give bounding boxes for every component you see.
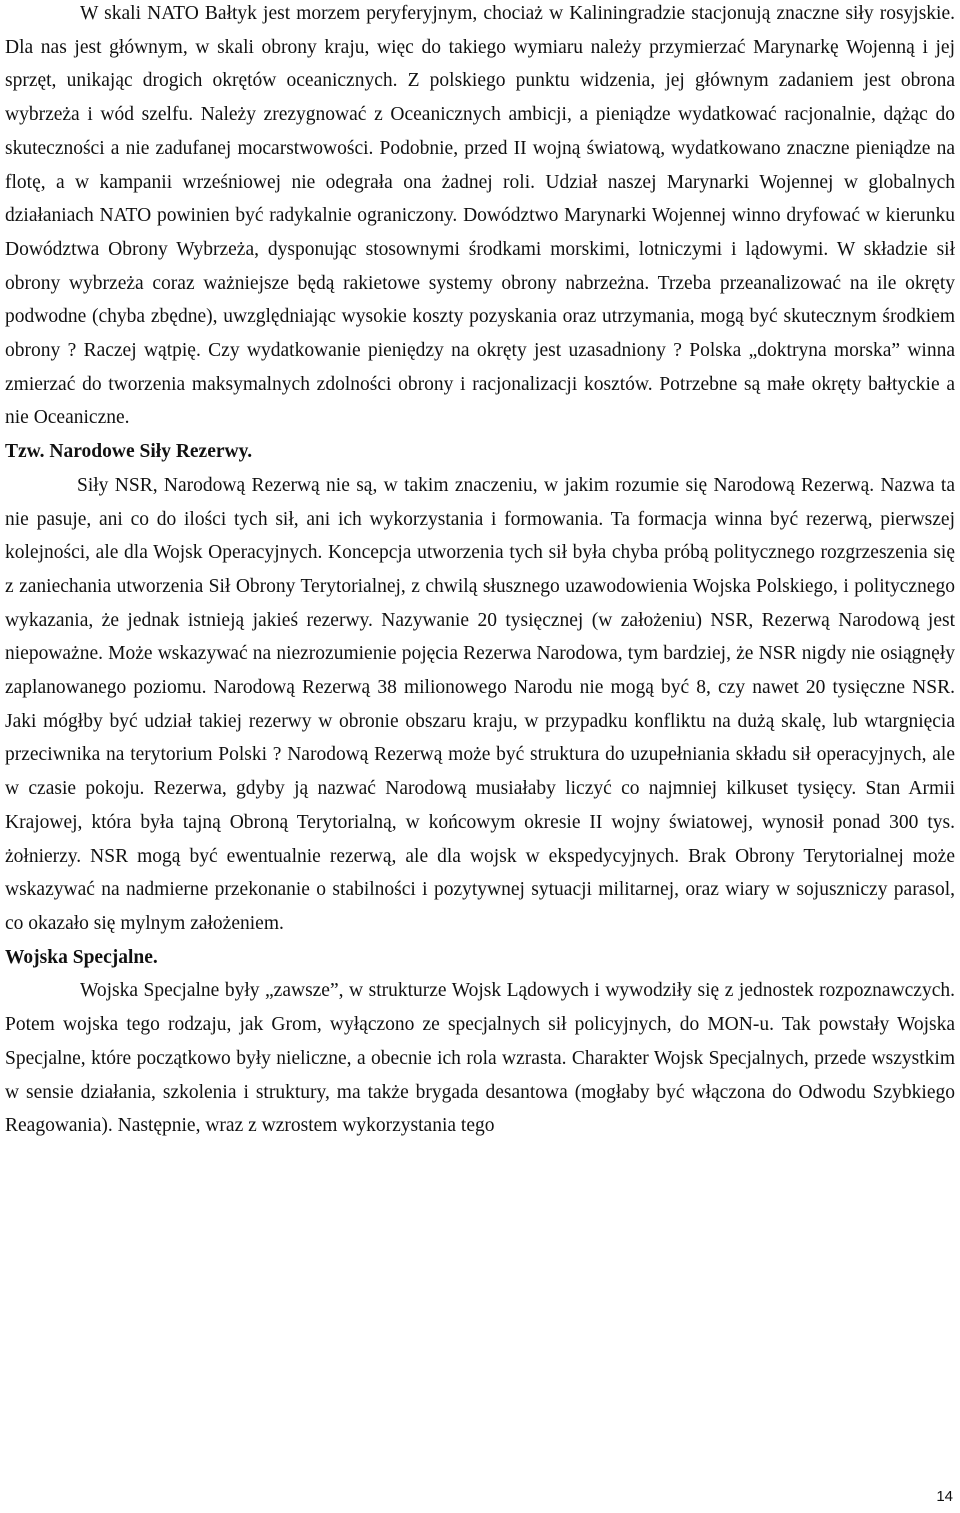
paragraph-special-forces: Wojska Specjalne były „zawsze”, w strukturze Wojsk Lądowych i wywodziły się z jednostek rozpoznawczych. Potem wojska tego rodzaju, jak Grom, wyłączono ze specjalnych sił policyjnych, do MON-u. Tak powstały Wojska Specjalne, które początkowo były nieliczne, a obecnie ich rola wzrasta. Charakter Wojsk Specjalnych, przede wszystkim w sensie działania, szkolenia i struktury, ma także brygada desantowa (mogłaby być włączona do Odwodu Szybkiego Reagowania). Następnie, wraz z wzrostem wykorzystania tego [5, 980, 955, 1137]
heading-national-reserve: Tzw. Narodowe Siły Rezerwy. [5, 441, 253, 463]
paragraph-national-reserve: Siły NSR, Narodową Rezerwą nie są, w takim znaczeniu, w jakim rozumie się Narodową Rezerwą. Nazwa ta nie pasuje, ani co do ilości tych sił, ani ich wykorzystania i formowania. Ta formacja winna być rezerwą, pierwszej kolejności, ale dla Wojsk Operacyjnych. Koncepcja utworzenia tych sił była chyba próbą politycznego rozgrzeszenia się z zaniechania utworzenia Sił Obrony Terytorialnej, z chwilą słusznego uzawodowienia Wojska Polskiego, i politycznego wykazania, że jednak istnieją jakieś rezerwy. Nazywanie 20 tysięcznej (w założeniu) NSR, Rezerwą Narodową jest niepoważne. Może wskazywać na niezrozumienie pojęcia Rezerwa Narodowa, tym bardziej, że NSR nigdy nie osiągnęły zaplanowanego poziomu. Narodową Rezerwą 38 milionowego Narodu nie mogą być 8, czy nawet 20 tysięczne NSR. Jaki mógłby być udział takiej rezerwy w obronie obszaru kraju, w przypadku konfliktu na dużą skalę, lub wtargnięcia przeciwnika na terytorium Polski ? Narodową Rezerwą może być struktura do uzupełniania składu sił operacyjnych, ale w czasie pokoju. Rezerwa, gdyby ją nazwać Narodową musiałaby liczyć co najmniej kilkuset tysięcy. Stan Armii Krajowej, która była tajną Obroną Terytorialną, w końcowym okresie II wojny światowej, wynosił ponad 300 tys. żołnierzy. NSR mogą być ewentualnie rezerwą, ale dla wojsk w ekspedycyjnych. Brak Obrony Terytorialnej może wskazywać na nadmierne przekonanie o stabilności i pozytywnej sytuacji militarnej, oraz wiary w sojuszniczy parasol, co okazało się mylnym założeniem. [5, 474, 955, 934]
page-number: 14 [936, 1488, 953, 1505]
heading-special-forces: Wojska Specjalne. [5, 946, 158, 968]
paragraph-navy: W skali NATO Bałtyk jest morzem peryferyjnym, chociaż w Kaliningradzie stacjonują znaczne siły rosyjskie. Dla nas jest głównym, w skali obrony kraju, więc do takiego wymiaru należy przymierzać Marynarkę Wojenną i jej sprzęt, unikając drogich okrętów oceanicznych. Z polskiego punktu widzenia, jej głównym zadaniem jest obrona wybrzeża i wód szelfu. Należy zrezygnować z Oceanicznych ambicji, a pieniądze wydatkować racjonalnie, dążąc do skuteczności a nie zadufanej mocarstwowości. Podobnie, przed II wojną światową, wydatkowano znaczne pieniądze na flotę, a w kampanii wrześniowej nie odegrała ona żadnej roli. Udział naszej Marynarki Wojennej w globalnych działaniach NATO powinien być radykalnie ograniczony. Dowództwo Marynarki Wojennej winno dryfować w kierunku Dowództwa Obrony Wybrzeża, dysponując stosownymi środkami morskimi, lotniczymi i lądowymi. W składzie sił obrony wybrzeża coraz ważniejsze będą rakietowe systemy obrony nabrzeżna. Trzeba przeanalizować na ile okręty podwodne (chyba zbędne), uwzględniając wysokie koszty pozyskania oraz utrzymania, mogą być skutecznym środkiem obrony ? Raczej wątpię. Czy wydatkowanie pieniędzy na okręty jest uzasadniony ? Polska „doktryna morska” winna zmierzać do tworzenia maksymalnych zdolności obrony i racjonalizacji kosztów. Potrzebne są małe okręty bałtyckie a nie Oceaniczne. [5, 3, 955, 429]
document-page [5, 0, 955, 1143]
